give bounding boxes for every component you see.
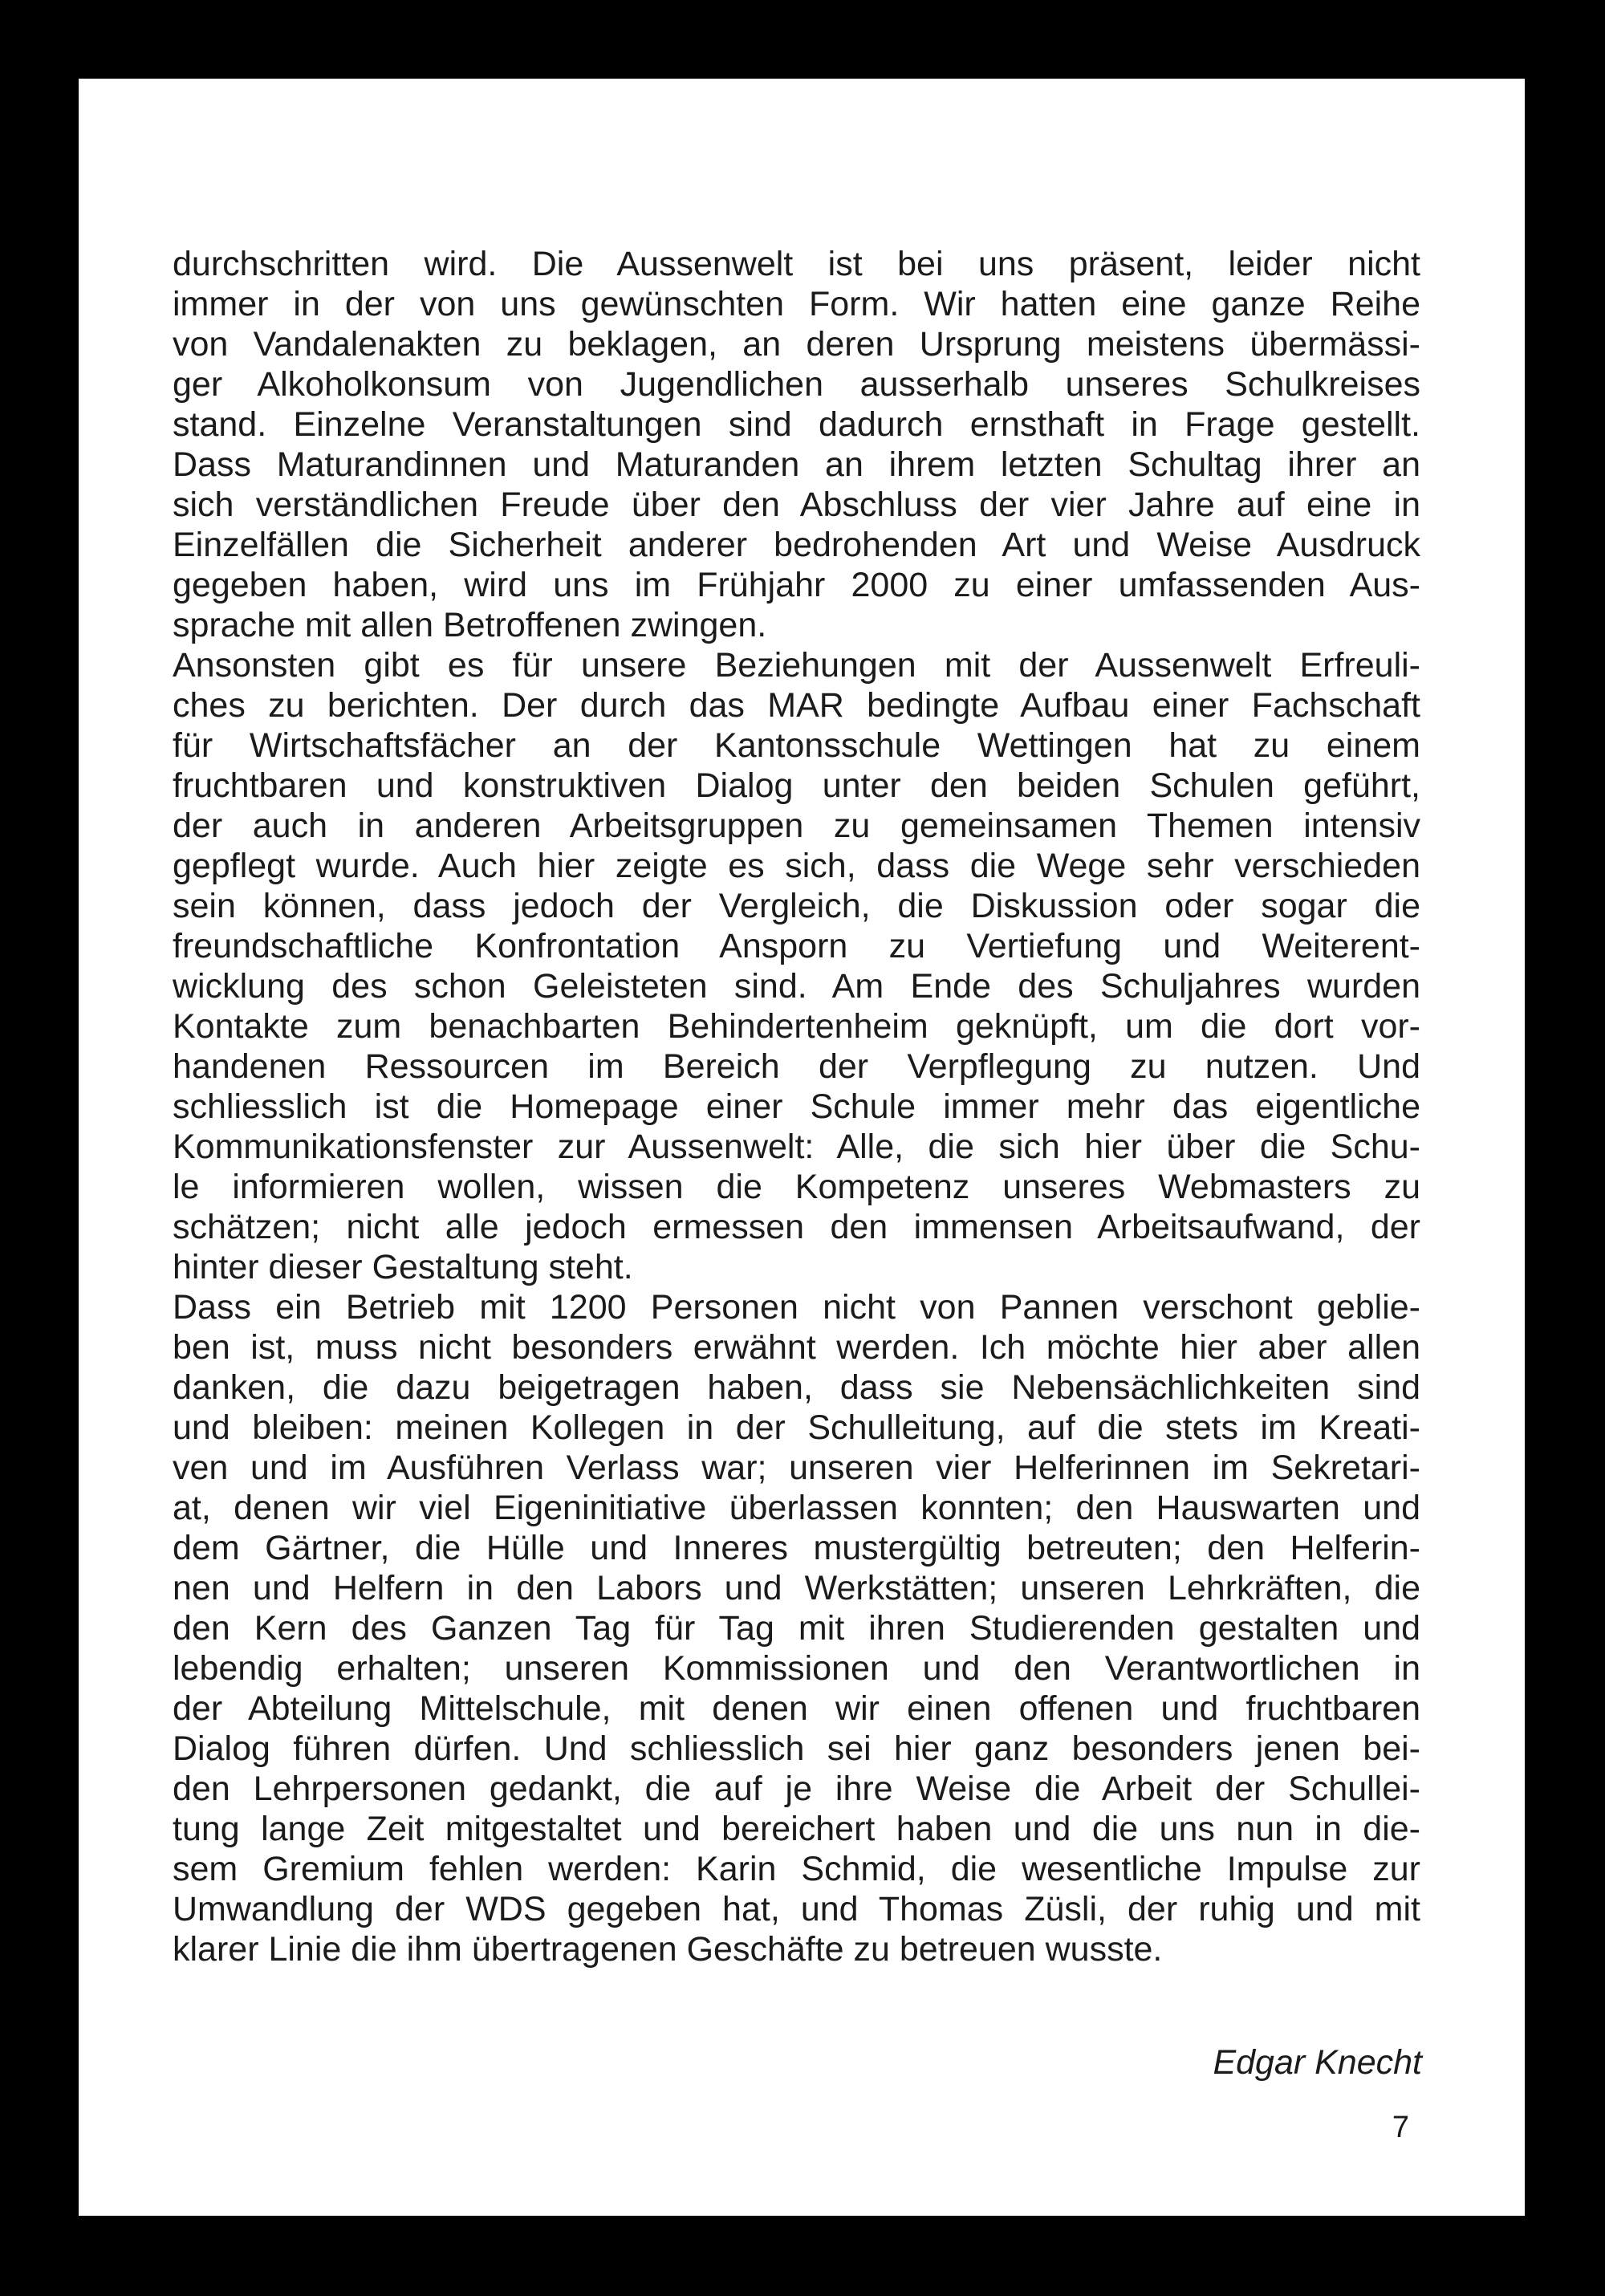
text-line: ven und im Ausführen Verlass war; unseren vier Helferinnen im Sekretari- (173, 1449, 1420, 1487)
text-line: Dass ein Betrieb mit 1200 Personen nicht von Pannen verschont geblie- (173, 1288, 1420, 1327)
text-line: wicklung des schon Geleisteten sind. Am Ende des Schuljahres wurden (173, 967, 1420, 1006)
text-line: fruchtbaren und konstruktiven Dialog unter den beiden Schulen geführt, (173, 766, 1420, 805)
text-line: der Abteilung Mittelschule, mit denen wir einen offenen und fruchtbaren (173, 1689, 1420, 1728)
text-line: ches zu berichten. Der durch das MAR bedingte Aufbau einer Fachschaft (173, 686, 1420, 725)
text-line: von Vandalenakten zu beklagen, an deren Ursprung meistens übermässi- (173, 325, 1420, 364)
text-line: gegeben haben, wird uns im Frühjahr 2000 zu einer umfassenden Aus- (173, 566, 1420, 604)
text-line: Kontakte zum benachbarten Behindertenheim geknüpft, um die dort vor- (173, 1007, 1420, 1046)
text-line: nen und Helfern in den Labors und Werkstätten; unseren Lehrkräften, die (173, 1569, 1420, 1607)
text-line: für Wirtschaftsfächer an der Kantonsschule Wettingen hat zu einem (173, 726, 1420, 765)
text-line: klarer Linie die ihm übertragenen Geschäfte zu betreuen wusste. (173, 1930, 1163, 1969)
text-line: ger Alkoholkonsum von Jugendlichen ausserhalb unseres Schulkreises (173, 365, 1420, 404)
text-line: freundschaftliche Konfrontation Ansporn zu Vertiefung und Weiterent- (173, 927, 1420, 965)
text-line: ben ist, muss nicht besonders erwähnt werden. Ich möchte hier aber allen (173, 1328, 1420, 1367)
text-line: dem Gärtner, die Hülle und Inneres mustergültig betreuten; den Helferin- (173, 1529, 1420, 1567)
text-line: den Kern des Ganzen Tag für Tag mit ihren Studierenden gestalten und (173, 1609, 1420, 1648)
body-text (173, 244, 1420, 1969)
page-number: 7 (1392, 2111, 1409, 2144)
text-line: lebendig erhalten; unseren Kommissionen und den Verantwortlichen in (173, 1649, 1420, 1688)
text-line: le informieren wollen, wissen die Kompetenz unseres Webmasters zu (173, 1168, 1420, 1206)
text-line: Dass Maturandinnen und Maturanden an ihrem letzten Schultag ihrer an (173, 445, 1420, 484)
text-line: at, denen wir viel Eigeninitiative überlassen konnten; den Hauswarten und (173, 1489, 1420, 1527)
text-line: Umwandlung der WDS gegeben hat, und Thomas Züsli, der ruhig und mit (173, 1890, 1420, 1928)
text-line: schliesslich ist die Homepage einer Schule immer mehr das eigentliche (173, 1087, 1420, 1126)
text-line: und bleiben: meinen Kollegen in der Schulleitung, auf die stets im Kreati- (173, 1408, 1420, 1447)
text-line: Einzelfällen die Sicherheit anderer bedrohenden Art und Weise Ausdruck (173, 526, 1420, 564)
text-line: handenen Ressourcen im Bereich der Verpflegung zu nutzen. Und (173, 1047, 1420, 1086)
text-line: schätzen; nicht alle jedoch ermessen den immensen Arbeitsaufwand, der (173, 1208, 1420, 1246)
text-line: der auch in anderen Arbeitsgruppen zu gemeinsamen Themen intensiv (173, 807, 1420, 845)
author-signature: Edgar Knecht (1213, 2043, 1422, 2082)
text-line: durchschritten wird. Die Aussenwelt ist bei uns präsent, leider nicht (173, 245, 1420, 283)
text-line: immer in der von uns gewünschten Form. Wir hatten eine ganze Reihe (173, 285, 1420, 323)
text-line: sein können, dass jedoch der Vergleich, die Diskussion oder sogar die (173, 887, 1420, 925)
page (79, 79, 1525, 2216)
text-line: tung lange Zeit mitgestaltet und bereichert haben und die uns nun in die- (173, 1810, 1420, 1848)
text-line: sich verständlichen Freude über den Abschluss der vier Jahre auf eine in (173, 486, 1420, 524)
text-line: stand. Einzelne Veranstaltungen sind dadurch ernsthaft in Frage gestellt. (173, 405, 1420, 444)
text-line: danken, die dazu beigetragen haben, dass sie Nebensächlichkeiten sind (173, 1368, 1420, 1407)
text-line: Kommunikationsfenster zur Aussenwelt: Alle, die sich hier über die Schu- (173, 1128, 1420, 1166)
text-line: den Lehrpersonen gedankt, die auf je ihre Weise die Arbeit der Schullei- (173, 1770, 1420, 1808)
text-line: hinter dieser Gestaltung steht. (173, 1248, 633, 1286)
text-line: sem Gremium fehlen werden: Karin Schmid, die wesentliche Impulse zur (173, 1850, 1420, 1888)
text-line: gepflegt wurde. Auch hier zeigte es sich, dass die Wege sehr verschieden (173, 847, 1420, 885)
text-line: Dialog führen dürfen. Und schliesslich sei hier ganz besonders jenen bei- (173, 1729, 1420, 1768)
text-line: Ansonsten gibt es für unsere Beziehungen mit der Aussenwelt Erfreuli- (173, 646, 1420, 685)
text-line: sprache mit allen Betroffenen zwingen. (173, 606, 767, 644)
